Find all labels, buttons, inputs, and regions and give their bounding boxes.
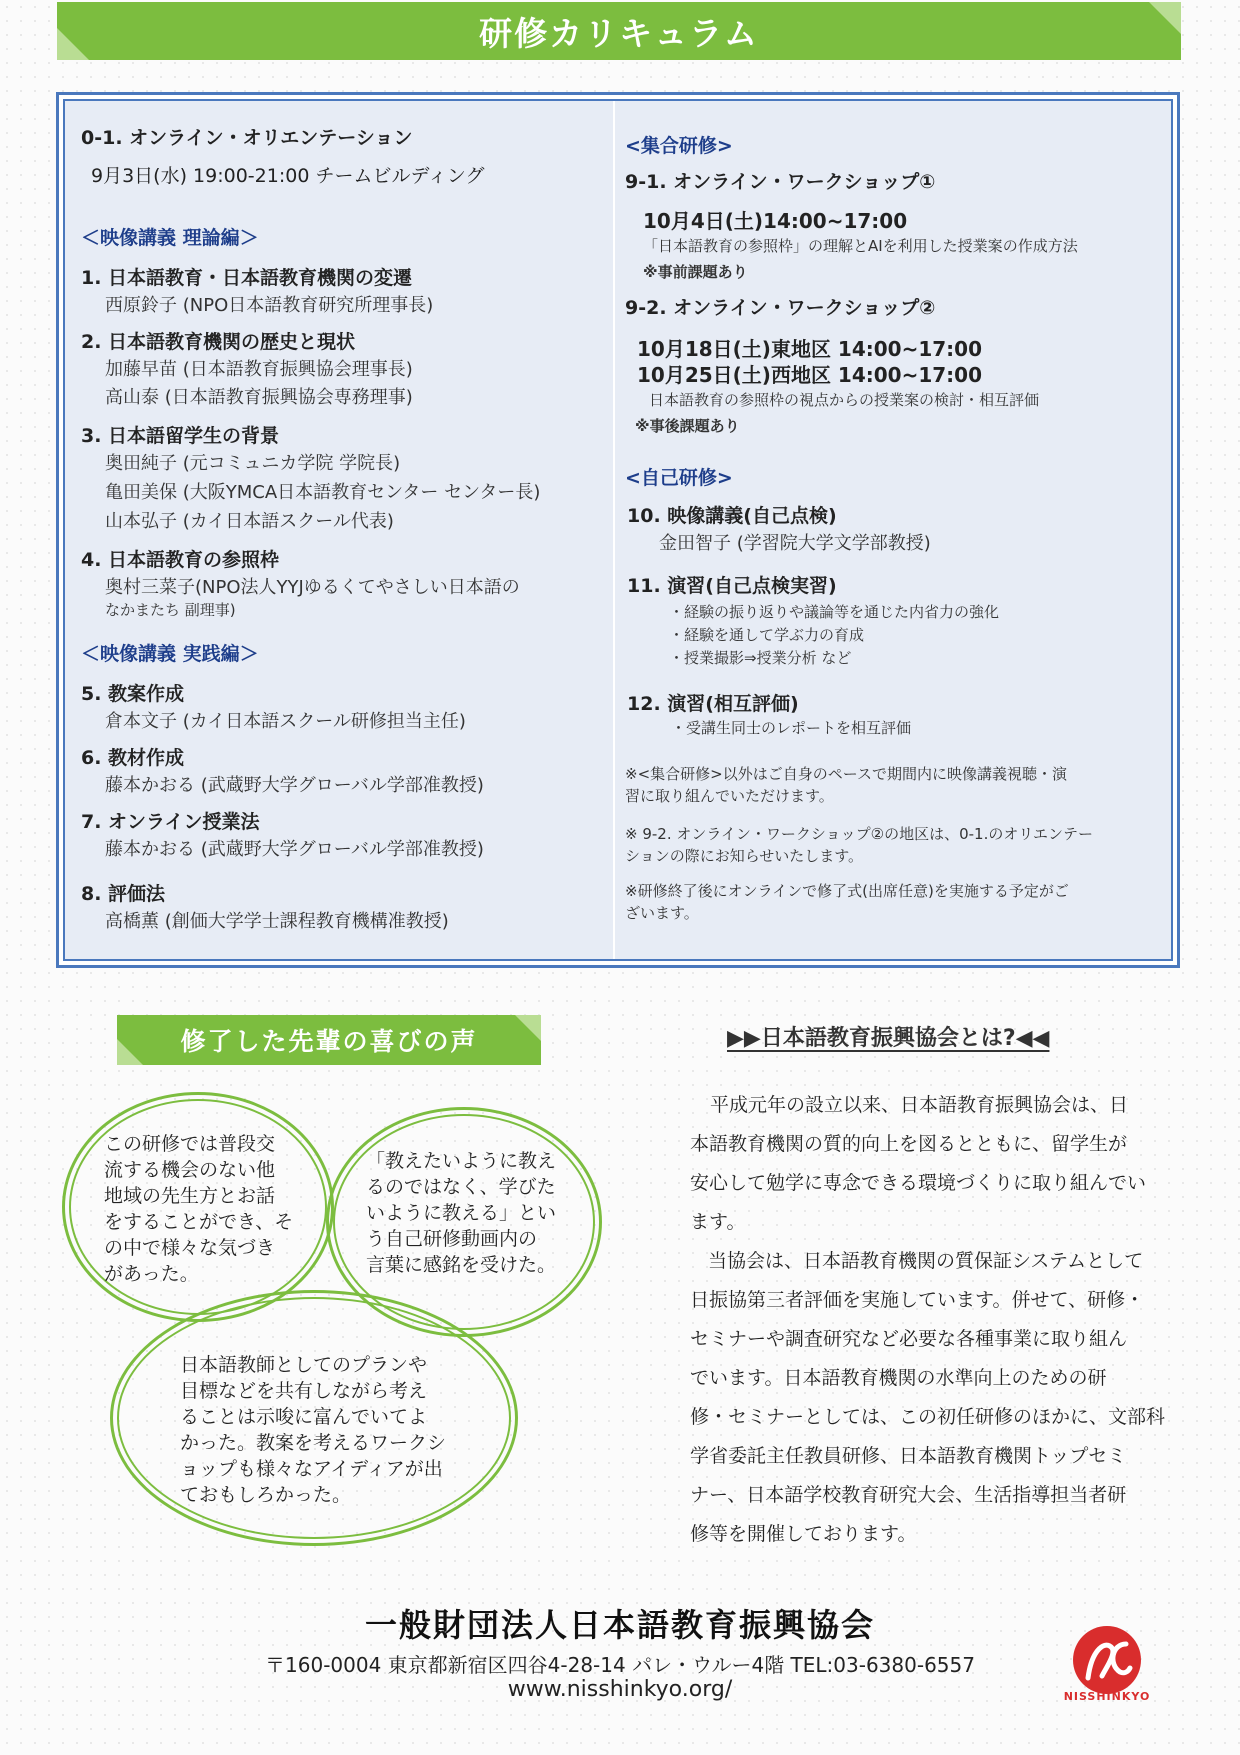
workshop2-date-east: 10月18日(土)東地区 14:00~17:00	[637, 337, 982, 361]
item11-point-1: ・経験の振り返りや議論等を通じた内省力の強化	[669, 603, 1000, 621]
about-line: 学省委託主任教員研修、日本語教育機関トップセミ	[690, 1445, 1127, 1467]
logo-text: NISSHINKYO	[1063, 1690, 1151, 1703]
about-line: 本語教育機関の質的向上を図るとともに、留学生が	[690, 1133, 1128, 1155]
item11-point-3: ・授業撮影⇒授業分析 など	[669, 649, 852, 667]
workshop1-date: 10月4日(土)14:00~17:00	[643, 209, 908, 233]
workshop1-title: 9-1. オンライン・ワークショップ①	[625, 171, 936, 193]
item3-title: 3. 日本語留学生の背景	[81, 425, 280, 447]
item2-lecturer-1: 加藤早苗 (日本語教育振興協会理事長)	[105, 359, 413, 380]
curriculum-box	[56, 92, 1180, 968]
item3-lecturer-3: 山本弘子 (カイ日本語スクール代表)	[105, 511, 394, 532]
group-training-heading: <集合研修>	[625, 135, 733, 157]
workshop1-note: ※事前課題あり	[643, 263, 748, 281]
about-title: ▶▶日本語教育振興協会とは?◀◀	[727, 1026, 1050, 1051]
organization-name: 一般財団法人日本語教育振興協会	[364, 1606, 875, 1644]
about-line: 日振協第三者評価を実施しています。併せて、研修・	[690, 1289, 1145, 1311]
about-line: ナー、日本語学校教育研究大会、生活指導担当者研	[690, 1484, 1127, 1506]
item11-title: 11. 演習(自己点検実習)	[627, 575, 837, 597]
about-line: 当協会は、日本語教育機関の質保証システムとして	[708, 1250, 1144, 1272]
note1-line2: 習に取り組んでいただけます。	[625, 787, 834, 805]
item8-title: 8. 評価法	[81, 883, 166, 905]
note2-line1: ※ 9-2. オンライン・ワークショップ②の地区は、0-1.のオリエンテー	[625, 825, 1094, 843]
item7-lecturer: 藤本かおる (武蔵野大学グローバル学部准教授)	[105, 839, 484, 860]
item5-lecturer: 倉本文子 (カイ日本語スクール研修担当主任)	[105, 711, 466, 732]
item5-title: 5. 教案作成	[81, 683, 185, 705]
item11-point-2: ・経験を通して学ぶ力の育成	[669, 626, 865, 644]
note3-line2: ざいます。	[625, 904, 699, 922]
header-banner	[57, 2, 1181, 60]
workshop2-title: 9-2. オンライン・ワークショップ②	[625, 297, 936, 319]
item10-lecturer: 金田智子 (学習院大学文学部教授)	[659, 533, 931, 554]
item4-title: 4. 日本語教育の参照枠	[81, 549, 280, 571]
logo-circle	[1073, 1626, 1141, 1694]
about-line: ます。	[690, 1211, 746, 1233]
banner-corner-decoration	[515, 1015, 541, 1041]
workshop2-date-west: 10月25日(土)西地区 14:00~17:00	[637, 363, 982, 387]
item1-title: 1. 日本語教育・日本語教育機関の変遷	[81, 267, 413, 289]
column-divider	[613, 101, 615, 959]
testimonials-title: 修了した先輩の喜びの声	[180, 1027, 478, 1056]
item8-lecturer: 高橋薫 (創価大学学士課程教育機構准教授)	[105, 911, 449, 932]
item4-lecturer-2: なかまたち 副理事)	[105, 601, 236, 619]
item7-title: 7. オンライン授業法	[81, 811, 260, 833]
testimonial-3-text: 日本語教師としてのプランや 目標などを共有しながら考え ることは示唆に富んでいてよ かった。教案を考えるワークシ ョップも様々なアイディアが出 ておもしろかった。	[180, 1354, 447, 1506]
workshop1-description: 「日本語教育の参照枠」の理解とAIを利用した授業案の作成方法	[643, 237, 1078, 255]
item4-lecturer-1: 奥村三菜子(NPO法人YYJゆるくてやさしい日本語の	[105, 577, 520, 598]
note3-line1: ※研修終了後にオンラインで修了式(出席任意)を実施する予定がご	[625, 882, 1069, 900]
workshop2-note: ※事後課題あり	[635, 417, 740, 435]
item10-title: 10. 映像講義(自己点検)	[627, 505, 837, 527]
item3-lecturer-2: 亀田美保 (大阪YMCA日本語教育センター センター長)	[105, 482, 541, 503]
item3-lecturer-1: 奥田純子 (元コミュニカ学院 学院長)	[105, 453, 401, 474]
item6-title: 6. 教材作成	[81, 747, 185, 769]
workshop2-description: 日本語教育の参照枠の視点からの授業案の検討・相互評価	[649, 391, 1040, 409]
practice-heading: ＜映像講義 実践編＞	[81, 643, 259, 665]
about-line: 安心して勉学に専念できる環境づくりに取り組んでい	[690, 1172, 1147, 1194]
page-title: 研修カリキュラム	[479, 13, 759, 53]
note1-line1: ※<集合研修>以外はご自身のペースで期間内に映像講義視聴・演	[625, 765, 1067, 783]
banner-corner-decoration	[117, 1039, 143, 1065]
about-line: 修等を開催しております。	[690, 1523, 917, 1545]
about-line: 平成元年の設立以来、日本語教育振興協会は、日	[710, 1094, 1129, 1116]
item12-point-1: ・受講生同士のレポートを相互評価	[671, 719, 912, 737]
banner-corner-decoration	[57, 28, 89, 60]
note2-line2: ションの際にお知らせいたします。	[625, 847, 864, 865]
self-training-heading: <自己研修>	[625, 467, 733, 489]
theory-heading: ＜映像講義 理論編＞	[81, 227, 259, 249]
orientation-date: 9月3日(水) 19:00-21:00 チームビルディング	[91, 165, 485, 187]
about-line: でいます。日本語教育機関の水準向上のための研	[690, 1367, 1107, 1389]
banner-corner-decoration	[1149, 2, 1181, 34]
testimonials-banner	[117, 1015, 541, 1065]
organization-address: 〒160-0004 東京都新宿区四谷4-28-14 パレ・ウルー4階 TEL:03-6380-6557	[265, 1653, 975, 1677]
orientation-title: 0-1. オンライン・オリエンテーション	[81, 127, 413, 149]
website-link[interactable]: www.nisshinkyo.org/	[507, 1677, 733, 1702]
about-line: 修・セミナーとしては、この初任研修のほかに、文部科	[690, 1406, 1166, 1428]
item2-lecturer-2: 高山泰 (日本語教育振興協会専務理事)	[105, 387, 413, 408]
about-line: セミナーや調査研究など必要な各種事業に取り組ん	[690, 1328, 1128, 1350]
item12-title: 12. 演習(相互評価)	[627, 693, 799, 715]
testimonial-1-text: この研修では普段交 流する機会のない他 地域の先生方とお話 をすることができ、そ の中で様々な気づき があった。	[104, 1133, 294, 1285]
item2-title: 2. 日本語教育機関の歴史と現状	[81, 331, 356, 353]
item1-lecturer: 西原鈴子 (NPO日本語教育研究所理事長)	[105, 295, 434, 316]
item6-lecturer: 藤本かおる (武蔵野大学グローバル学部准教授)	[105, 775, 484, 796]
testimonial-2-text: 「教えたいように教え るのではなく、学びた いように教える」とい う自己研修動画内の 言葉に感銘を受けた。	[366, 1150, 557, 1276]
